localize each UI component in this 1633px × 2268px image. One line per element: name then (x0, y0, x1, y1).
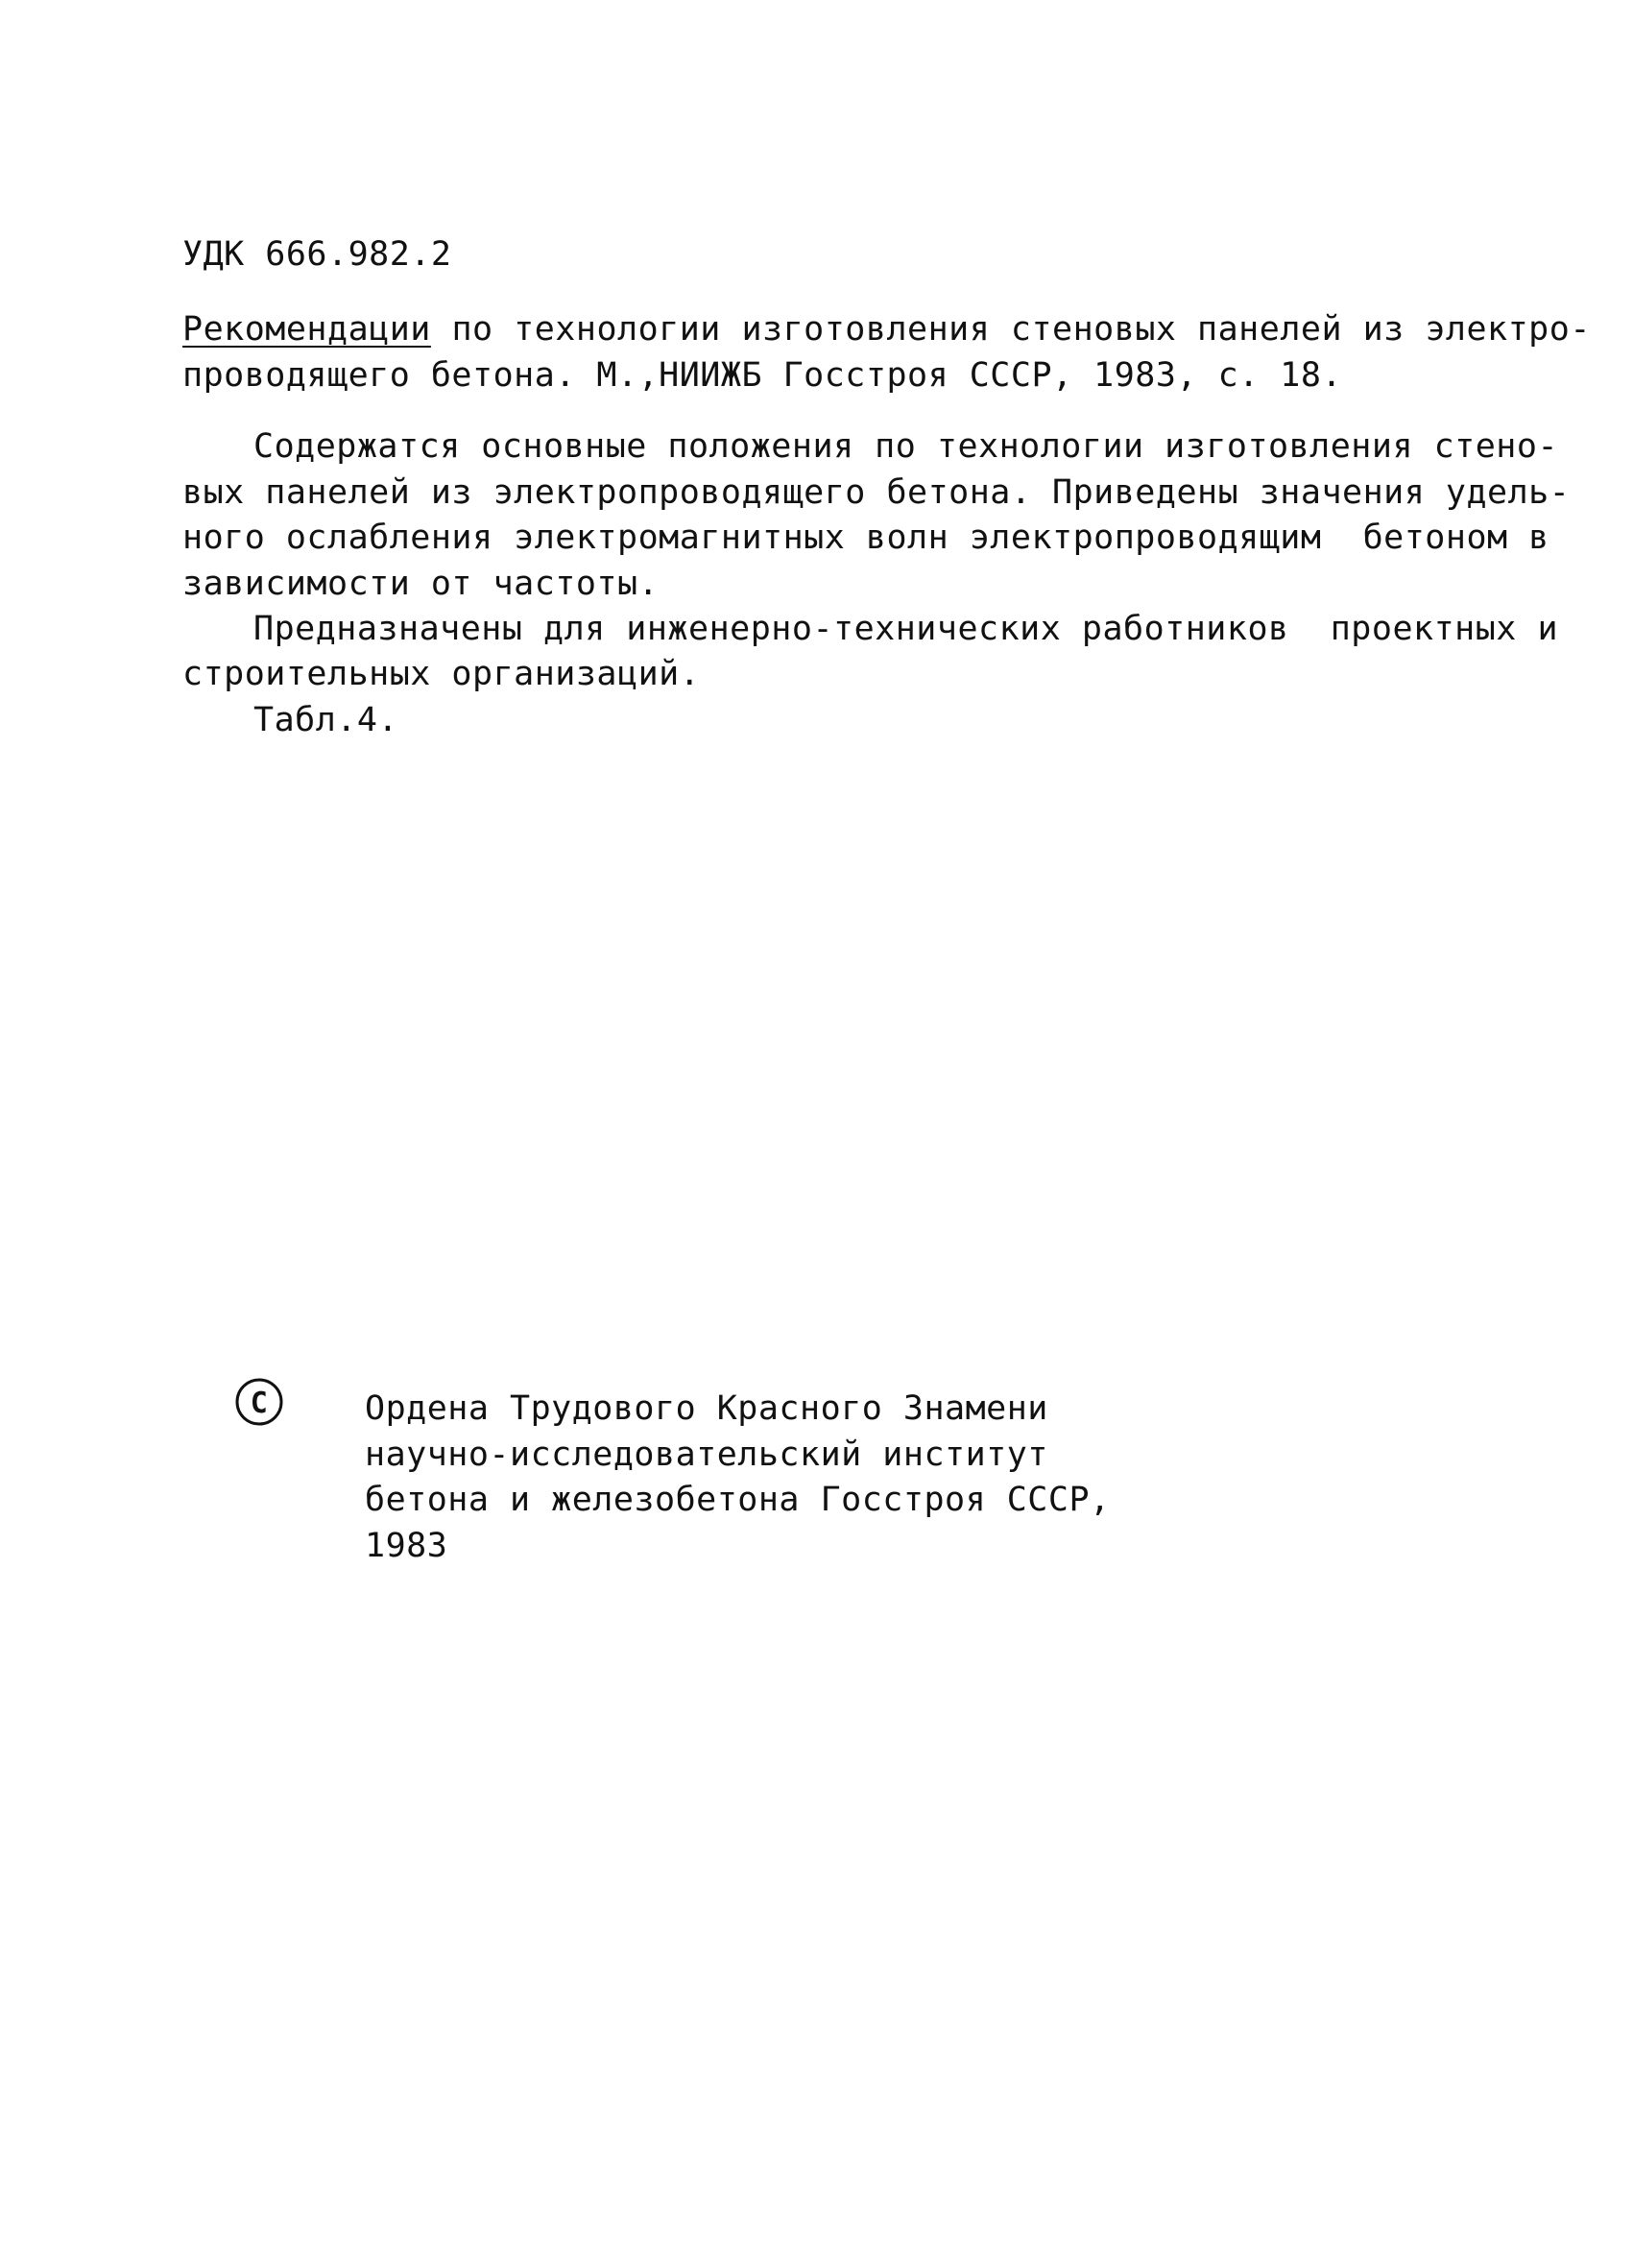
audience-line-2: строительных организаций. (182, 655, 701, 693)
copyright-line-3: бетона и железобетона Госстроя СССР, (365, 1481, 1111, 1519)
abstract-line-4: зависимости от частоты. (182, 565, 660, 603)
abstract-line-2: вых панелей из электропроводящего бетона. Приведены значения удель- (182, 473, 1571, 512)
copyright-line-2: научно-исследовательский институт (365, 1436, 1048, 1474)
copyright-line-1: Ордена Трудового Красного Знамени (365, 1389, 1048, 1428)
copyright-letter: C (250, 1387, 269, 1420)
citation-title-word: Рекомендации (182, 310, 431, 349)
citation-line-1 (182, 310, 1591, 349)
udc-code: УДК 666.982.2 (182, 235, 452, 274)
audience-line-1: Предназначены для инженерно-технических работников проектных и (253, 610, 1559, 648)
citation-line-1-rest: по технологии изготовления стеновых панелей из электро- (430, 310, 1591, 349)
abstract-line-1: Содержатся основные положения по технологии изготовления стено- (253, 427, 1559, 466)
copyright-year: 1983 (365, 1527, 448, 1565)
citation-line-2: проводящего бетона. М.,НИИЖБ Госстроя СССР, 1983, с. 18. (182, 356, 1343, 395)
abstract-line-3: ного ослабления электромагнитных волн электропроводящим бетоном в (182, 519, 1549, 557)
copyright-icon (234, 1377, 284, 1427)
tables-note: Табл.4. (253, 701, 399, 739)
